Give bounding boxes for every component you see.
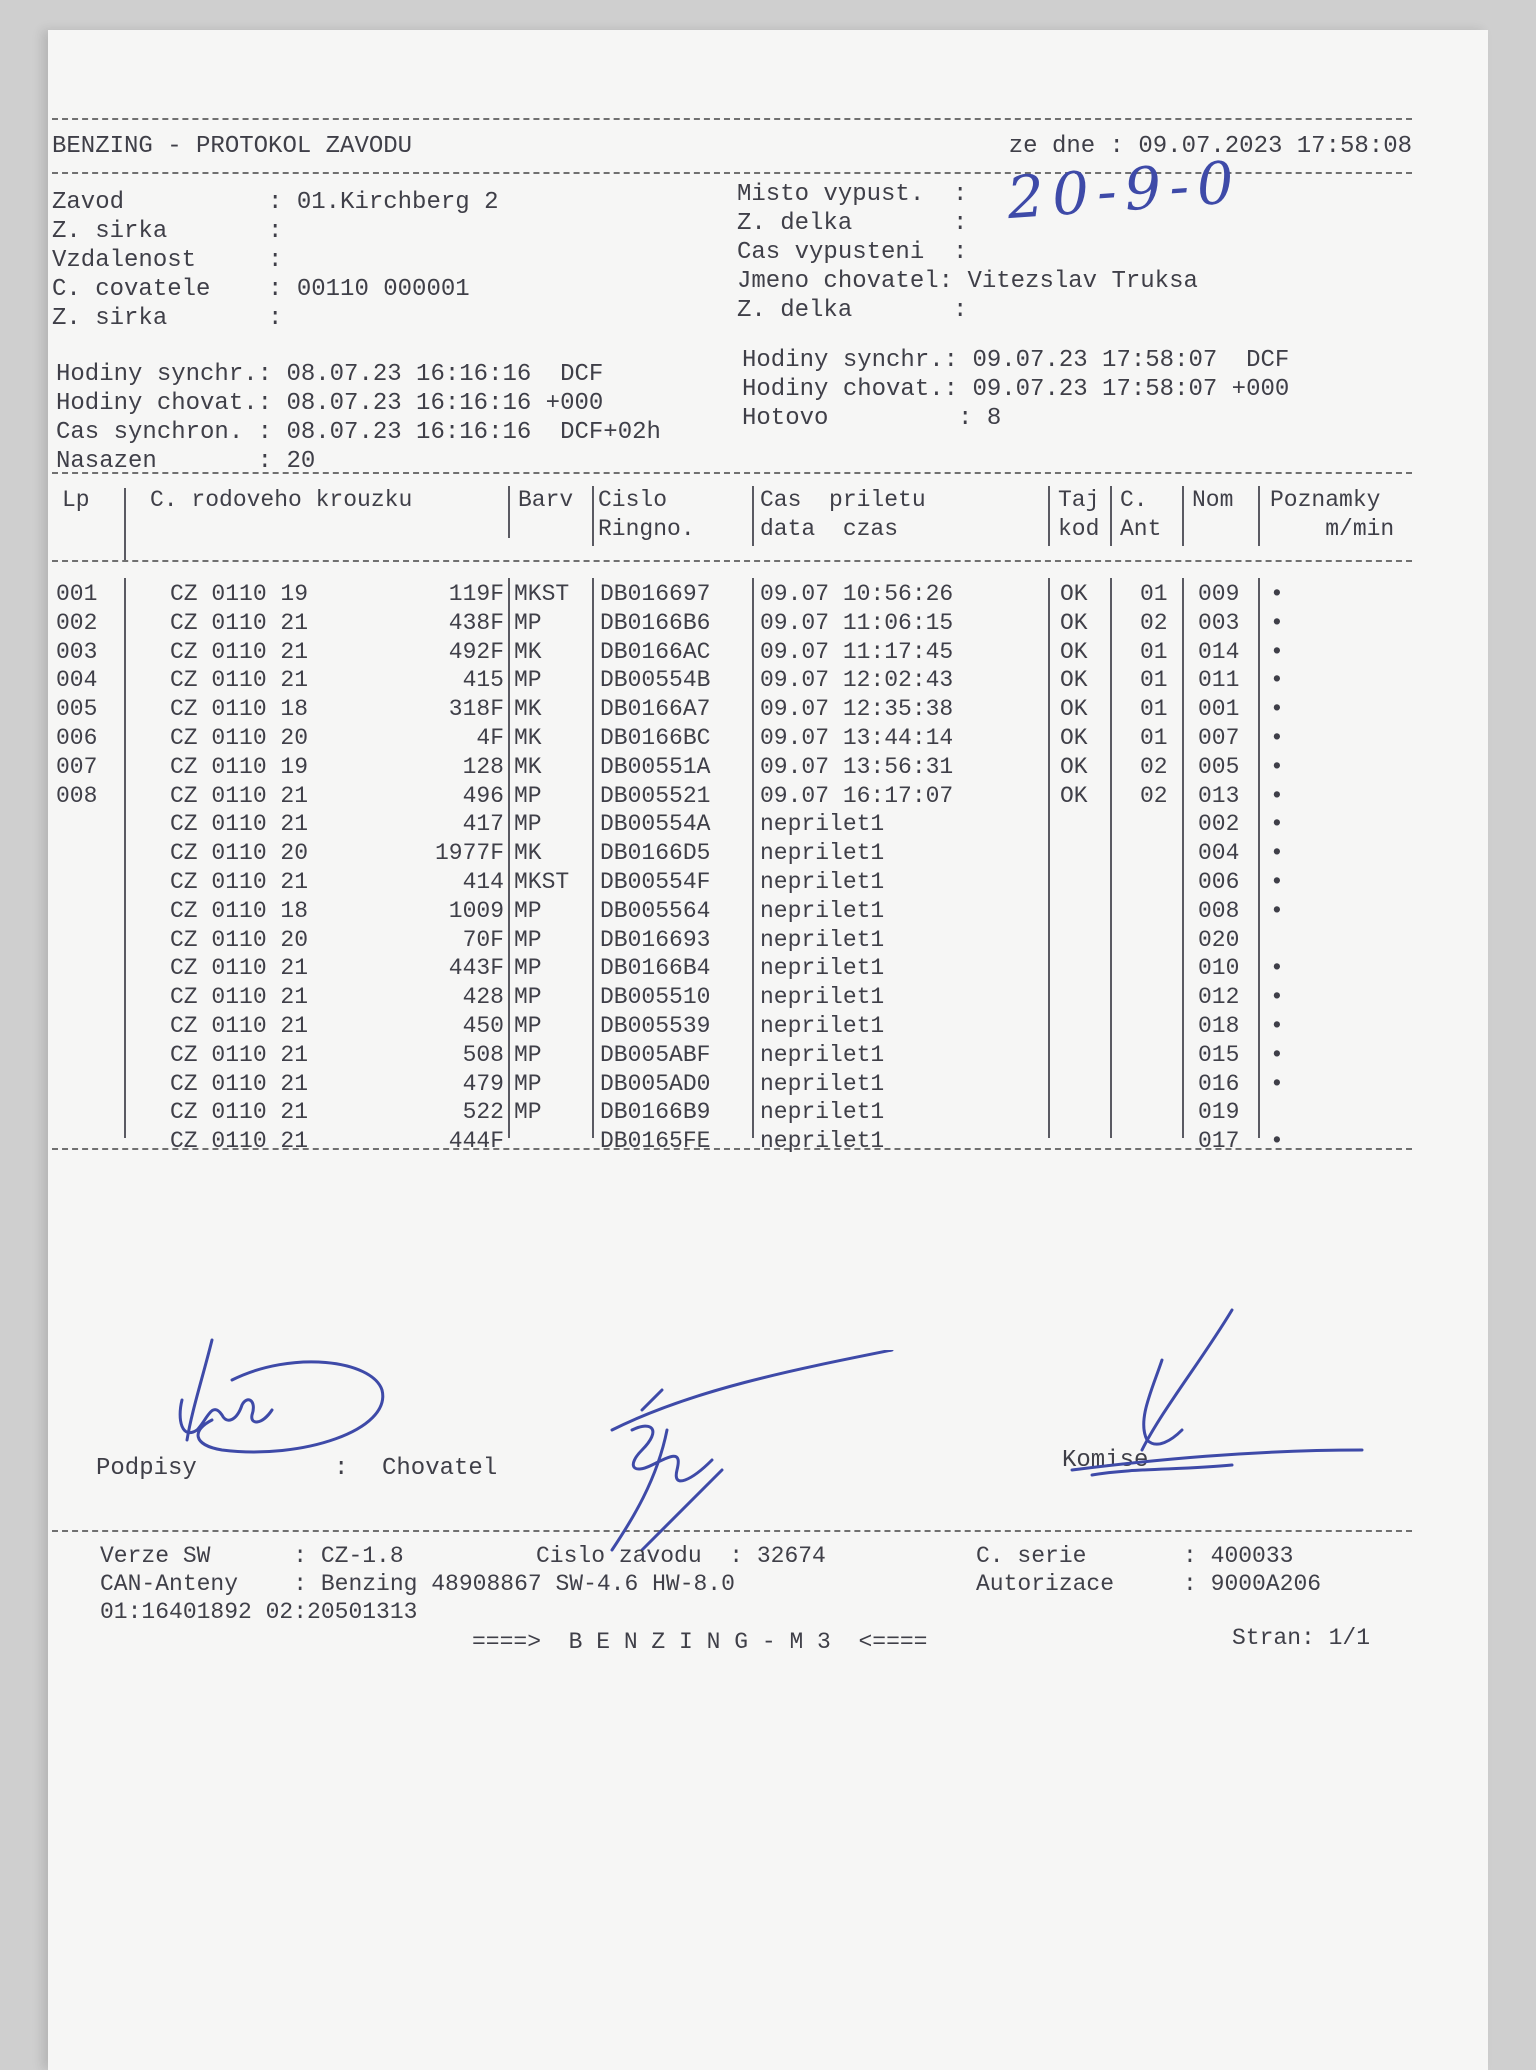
komise-label: Komise — [1062, 1447, 1149, 1474]
info-line: C. covatele : 00110 000001 — [52, 276, 470, 303]
cell-pozn: • — [1270, 782, 1284, 809]
cell-ring: CZ 0110 21 — [170, 1070, 309, 1097]
cell-ring-number: 119F — [448, 581, 504, 607]
footer-antennas: CAN-Anteny : Benzing 48908867 SW-4.6 HW-8.0 — [100, 1571, 735, 1597]
cell-barv: MK — [514, 725, 542, 751]
cell-ring: CZ 0110 21 — [170, 955, 309, 982]
cell-ant: 01 — [1140, 581, 1168, 607]
info-line: Vzdalenost : — [52, 247, 283, 274]
cell-arrival: neprilet1 — [760, 1013, 885, 1039]
cell-nom: 015 — [1198, 1041, 1240, 1068]
col-header-barv: Barv — [518, 487, 574, 513]
cell-cislo: DB0166BC — [600, 725, 711, 751]
cell-ring-number: 4F — [476, 725, 504, 751]
cell-ring: CZ 0110 19 — [170, 753, 309, 780]
protocol-date: ze dne : 09.07.2023 17:58:08 — [1008, 133, 1412, 160]
cell-ring-number: 508 — [462, 1041, 504, 1068]
cell-ring-number: 1977F — [434, 840, 504, 867]
cell-cislo: DB016693 — [600, 926, 711, 953]
cell-arrival: neprilet1 — [760, 1128, 885, 1155]
column-rule — [1258, 486, 1260, 546]
cell-arrival: 09.07 13:56:31 — [760, 753, 954, 780]
cell-nom: 011 — [1198, 667, 1240, 694]
divider — [52, 118, 1412, 120]
footer-brand: ====> B E N Z I N G - M 3 <==== — [472, 1629, 928, 1655]
cell-arrival: neprilet1 — [760, 984, 885, 1011]
column-rule — [124, 488, 126, 560]
cell-arrival: neprilet1 — [760, 840, 885, 867]
cell-ring: CZ 0110 21 — [170, 609, 309, 636]
table-row — [52, 839, 1412, 868]
cell-ring-number: 128 — [462, 753, 504, 780]
footer — [52, 1542, 1412, 1660]
cell-nom: 002 — [1198, 811, 1240, 838]
cell-ant: 01 — [1140, 667, 1168, 694]
cell-nom: 012 — [1198, 984, 1240, 1011]
cell-nom: 007 — [1198, 725, 1240, 751]
col-header-pozn: Poznamky m/min — [1270, 487, 1395, 542]
cell-arrival: neprilet1 — [760, 1099, 885, 1126]
cell-ring: CZ 0110 21 — [170, 984, 309, 1011]
cell-arrival: 09.07 16:17:07 — [760, 782, 954, 809]
cell-pozn: • — [1270, 609, 1284, 636]
race-info-left — [52, 188, 498, 333]
cell-ant: 02 — [1140, 609, 1168, 636]
column-rule — [1182, 486, 1184, 546]
table-row — [52, 810, 1412, 839]
cell-nom: 020 — [1198, 926, 1240, 953]
cell-lp: 001 — [56, 581, 98, 607]
table-row — [52, 954, 1412, 983]
cell-barv: MP — [514, 782, 542, 809]
col-header-lp: Lp — [62, 487, 90, 513]
footer-serial: C. serie : 400033 — [976, 1543, 1294, 1569]
cell-ring-number: 450 — [462, 1013, 504, 1039]
cell-nom: 005 — [1198, 753, 1240, 780]
cell-barv: MP — [514, 897, 542, 924]
cell-pozn: • — [1270, 696, 1284, 723]
cell-taj: OK — [1060, 638, 1088, 665]
cell-cislo: DB005AD0 — [600, 1070, 711, 1097]
divider — [52, 560, 1412, 562]
cell-ring-number: 1009 — [448, 897, 504, 924]
sync-line: Hotovo : 8 — [742, 405, 1002, 432]
cell-cislo: DB0166D5 — [600, 840, 711, 867]
cell-arrival: 09.07 12:02:43 — [760, 667, 954, 694]
cell-cislo: DB0166B4 — [600, 955, 711, 982]
cell-arrival: 09.07 13:44:14 — [760, 725, 954, 751]
cell-cislo: DB0166A7 — [600, 696, 711, 723]
cell-pozn: • — [1270, 955, 1284, 982]
cell-ring-number: 496 — [462, 782, 504, 809]
cell-ring: CZ 0110 21 — [170, 1013, 309, 1039]
cell-ring: CZ 0110 18 — [170, 897, 309, 924]
cell-barv: MKST — [514, 869, 570, 895]
cell-lp: 003 — [56, 638, 98, 665]
cell-lp: 002 — [56, 609, 98, 636]
table-row — [52, 1070, 1412, 1099]
table-row — [52, 897, 1412, 926]
cell-barv: MKST — [514, 581, 570, 607]
cell-arrival: neprilet1 — [760, 869, 885, 895]
sync-line: Cas synchron. : 08.07.23 16:16:16 DCF+02h — [56, 419, 661, 446]
cell-pozn: • — [1270, 1013, 1284, 1039]
signature-1-icon — [152, 1320, 432, 1490]
footer-race-number: Cislo zavodu : 32674 — [536, 1543, 826, 1569]
cell-taj: OK — [1060, 667, 1088, 694]
cell-pozn: • — [1270, 869, 1284, 895]
signature-area — [52, 1150, 1412, 1530]
cell-ring: CZ 0110 21 — [170, 782, 309, 809]
cell-taj: OK — [1060, 753, 1088, 780]
col-header-ring: C. rodoveho krouzku — [150, 487, 413, 513]
column-rule — [1048, 486, 1050, 546]
cell-pozn: • — [1270, 811, 1284, 838]
cell-ring-number: 479 — [462, 1070, 504, 1097]
cell-cislo: DB016697 — [600, 581, 711, 607]
table-row — [52, 638, 1412, 667]
sync-line: Hodiny chovat.: 08.07.23 16:16:16 +000 — [56, 390, 604, 417]
cell-barv: MP — [514, 955, 542, 982]
info-line: Z. delka : — [737, 297, 968, 324]
protocol-document — [52, 118, 1412, 1660]
table-row — [52, 868, 1412, 897]
cell-arrival: neprilet1 — [760, 811, 885, 838]
cell-barv: MP — [514, 667, 542, 694]
cell-barv: MK — [514, 840, 542, 867]
cell-arrival: neprilet1 — [760, 1041, 885, 1068]
column-rule — [508, 486, 510, 538]
cell-cislo: DB00554B — [600, 667, 711, 694]
cell-ring-number: 428 — [462, 984, 504, 1011]
cell-barv: MK — [514, 696, 542, 723]
cell-ant: 02 — [1140, 753, 1168, 780]
cell-ring-number: 318F — [448, 696, 504, 723]
cell-ring: CZ 0110 20 — [170, 725, 309, 751]
cell-nom: 004 — [1198, 840, 1240, 867]
cell-barv: MK — [514, 753, 542, 780]
cell-ant: 01 — [1140, 696, 1168, 723]
cell-ring: CZ 0110 18 — [170, 696, 309, 723]
cell-ring: CZ 0110 19 — [170, 581, 309, 607]
footer-page-number: Stran: 1/1 — [1232, 1625, 1371, 1651]
cell-ring-number: 417 — [462, 811, 504, 838]
col-header-cislo: Cislo Ringno. — [598, 487, 695, 542]
info-line: Z. delka : — [737, 210, 968, 237]
cell-cislo: DB005521 — [600, 782, 711, 809]
cell-ring-number: 438F — [448, 609, 504, 636]
cell-pozn: • — [1270, 1041, 1284, 1068]
cell-arrival: 09.07 11:17:45 — [760, 638, 954, 665]
cell-ring-number: 492F — [448, 638, 504, 665]
col-header-nom: Nom — [1192, 487, 1234, 513]
cell-nom: 001 — [1198, 696, 1240, 723]
cell-cislo: DB005ABF — [600, 1041, 711, 1068]
cell-ant: 02 — [1140, 782, 1168, 809]
cell-cislo: DB0165FE — [600, 1128, 711, 1155]
cell-cislo: DB005510 — [600, 984, 711, 1011]
table-row — [52, 1012, 1412, 1041]
cell-nom: 013 — [1198, 782, 1240, 809]
cell-ring: CZ 0110 21 — [170, 1041, 309, 1068]
cell-pozn: • — [1270, 753, 1284, 780]
cell-taj: OK — [1060, 782, 1088, 809]
cell-pozn: • — [1270, 984, 1284, 1011]
cell-cislo: DB00554A — [600, 811, 711, 838]
cell-cislo: DB00551A — [600, 753, 711, 780]
col-header-taj: Taj kod — [1058, 487, 1100, 542]
table-row — [52, 782, 1412, 811]
cell-ring: CZ 0110 20 — [170, 926, 309, 953]
cell-ring: CZ 0110 21 — [170, 1099, 309, 1126]
cell-ring: CZ 0110 20 — [170, 840, 309, 867]
protocol-title: BENZING - PROTOKOL ZAVODU — [52, 133, 413, 160]
handwritten-note: 20-9-0 — [1004, 147, 1244, 233]
cell-ring: CZ 0110 21 — [170, 811, 309, 838]
cell-pozn: • — [1270, 581, 1284, 607]
race-info — [52, 147, 1412, 338]
cell-ring-number: 414 — [462, 869, 504, 895]
info-line: Cas vypusteni : — [737, 239, 968, 266]
cell-nom: 008 — [1198, 897, 1240, 924]
info-line: Zavod : 01.Kirchberg 2 — [52, 189, 499, 216]
cell-ring-number: 443F — [448, 955, 504, 982]
cell-barv: MP — [514, 1013, 542, 1039]
sync-line: Hodiny chovat.: 09.07.23 17:58:07 +000 — [742, 376, 1290, 403]
cell-ant: 01 — [1140, 725, 1168, 751]
cell-nom: 014 — [1198, 638, 1240, 665]
cell-arrival: 09.07 12:35:38 — [760, 696, 954, 723]
cell-taj: OK — [1060, 581, 1088, 607]
cell-arrival: neprilet1 — [760, 955, 885, 982]
cell-cislo: DB005564 — [600, 897, 711, 924]
cell-ring: CZ 0110 21 — [170, 1128, 309, 1155]
info-line: Z. sirka : — [52, 305, 283, 332]
podpisy-label: Podpisy — [96, 1455, 197, 1482]
cell-barv: MP — [514, 926, 542, 953]
column-rule — [592, 486, 594, 546]
cell-ring-number: 70F — [462, 926, 504, 953]
table-body — [52, 568, 1412, 1155]
cell-taj: OK — [1060, 725, 1088, 751]
cell-nom: 006 — [1198, 869, 1240, 895]
cell-pozn: • — [1270, 638, 1284, 665]
table-row — [52, 609, 1412, 638]
cell-nom: 018 — [1198, 1013, 1240, 1039]
cell-pozn: • — [1270, 667, 1284, 694]
cell-barv: MP — [514, 811, 542, 838]
cell-barv: MP — [514, 1070, 542, 1097]
signature-3-icon — [1052, 1300, 1382, 1490]
cell-ring: CZ 0110 21 — [170, 869, 309, 895]
table-header — [52, 478, 1412, 560]
cell-lp: 004 — [56, 667, 98, 694]
cell-ant: 01 — [1140, 638, 1168, 665]
sync-info-right — [742, 346, 1289, 433]
cell-ring-number: 444F — [448, 1128, 504, 1155]
cell-ring-number: 522 — [462, 1099, 504, 1126]
column-rule — [1110, 486, 1112, 546]
cell-nom: 009 — [1198, 581, 1240, 607]
cell-lp: 007 — [56, 753, 98, 780]
cell-nom: 010 — [1198, 955, 1240, 982]
table-row — [52, 983, 1412, 1012]
cell-nom: 003 — [1198, 609, 1240, 636]
cell-arrival: neprilet1 — [760, 926, 885, 953]
cell-nom: 016 — [1198, 1070, 1240, 1097]
footer-version: Verze SW : CZ-1.8 — [100, 1543, 404, 1569]
chovatel-label: Chovatel — [382, 1455, 498, 1482]
col-header-cas: Cas priletu data czas — [760, 487, 926, 542]
info-line: Z. sirka : — [52, 218, 283, 245]
cell-cislo: DB0166AC — [600, 638, 711, 665]
cell-pozn: • — [1270, 840, 1284, 867]
cell-cislo: DB00554F — [600, 869, 711, 895]
cell-arrival: 09.07 11:06:15 — [760, 609, 954, 636]
table-row — [52, 753, 1412, 782]
cell-barv: MK — [514, 638, 542, 665]
cell-barv: MP — [514, 1041, 542, 1068]
cell-ring: CZ 0110 21 — [170, 638, 309, 665]
sync-line: Hodiny synchr.: 08.07.23 16:16:16 DCF — [56, 361, 604, 388]
cell-nom: 019 — [1198, 1099, 1240, 1126]
table-row — [52, 1098, 1412, 1127]
cell-pozn: • — [1270, 1070, 1284, 1097]
table-row — [52, 724, 1412, 753]
table-row — [52, 666, 1412, 695]
cell-pozn: • — [1270, 1128, 1284, 1155]
sync-info-left — [56, 360, 661, 476]
sync-line: Nasazen : 20 — [56, 448, 316, 475]
cell-arrival: neprilet1 — [760, 897, 885, 924]
table-row — [52, 926, 1412, 955]
cell-taj: OK — [1060, 696, 1088, 723]
cell-ring: CZ 0110 21 — [170, 667, 309, 694]
cell-barv: MP — [514, 1099, 542, 1126]
podpisy-colon: : — [334, 1455, 349, 1482]
cell-cislo: DB0166B9 — [600, 1099, 711, 1126]
cell-lp: 006 — [56, 725, 98, 751]
cell-arrival: 09.07 10:56:26 — [760, 581, 954, 607]
cell-lp: 008 — [56, 782, 98, 809]
cell-nom: 017 — [1198, 1128, 1240, 1155]
cell-arrival: neprilet1 — [760, 1070, 885, 1097]
column-rule — [752, 486, 754, 546]
info-line: Jmeno chovatel: Vitezslav Truksa — [737, 268, 1198, 295]
cell-barv: MP — [514, 984, 542, 1011]
cell-pozn: • — [1270, 725, 1284, 751]
table-row — [52, 695, 1412, 724]
cell-barv: MP — [514, 609, 542, 636]
cell-taj: OK — [1060, 609, 1088, 636]
footer-authorization: Autorizace : 9000A206 — [976, 1571, 1322, 1597]
cell-cislo: DB005539 — [600, 1013, 711, 1039]
table-row — [52, 580, 1412, 609]
cell-pozn: • — [1270, 897, 1284, 924]
cell-cislo: DB0166B6 — [600, 609, 711, 636]
cell-lp: 005 — [56, 696, 98, 723]
info-line: Misto vypust. : — [737, 181, 968, 208]
table-row — [52, 1041, 1412, 1070]
sync-info — [52, 347, 1412, 475]
cell-ring-number: 415 — [462, 667, 504, 694]
sync-line: Hodiny synchr.: 09.07.23 17:58:07 DCF — [742, 347, 1290, 374]
footer-antenna-ids: 01:16401892 02:20501313 — [100, 1599, 418, 1625]
col-header-ant: C. Ant — [1120, 487, 1162, 542]
